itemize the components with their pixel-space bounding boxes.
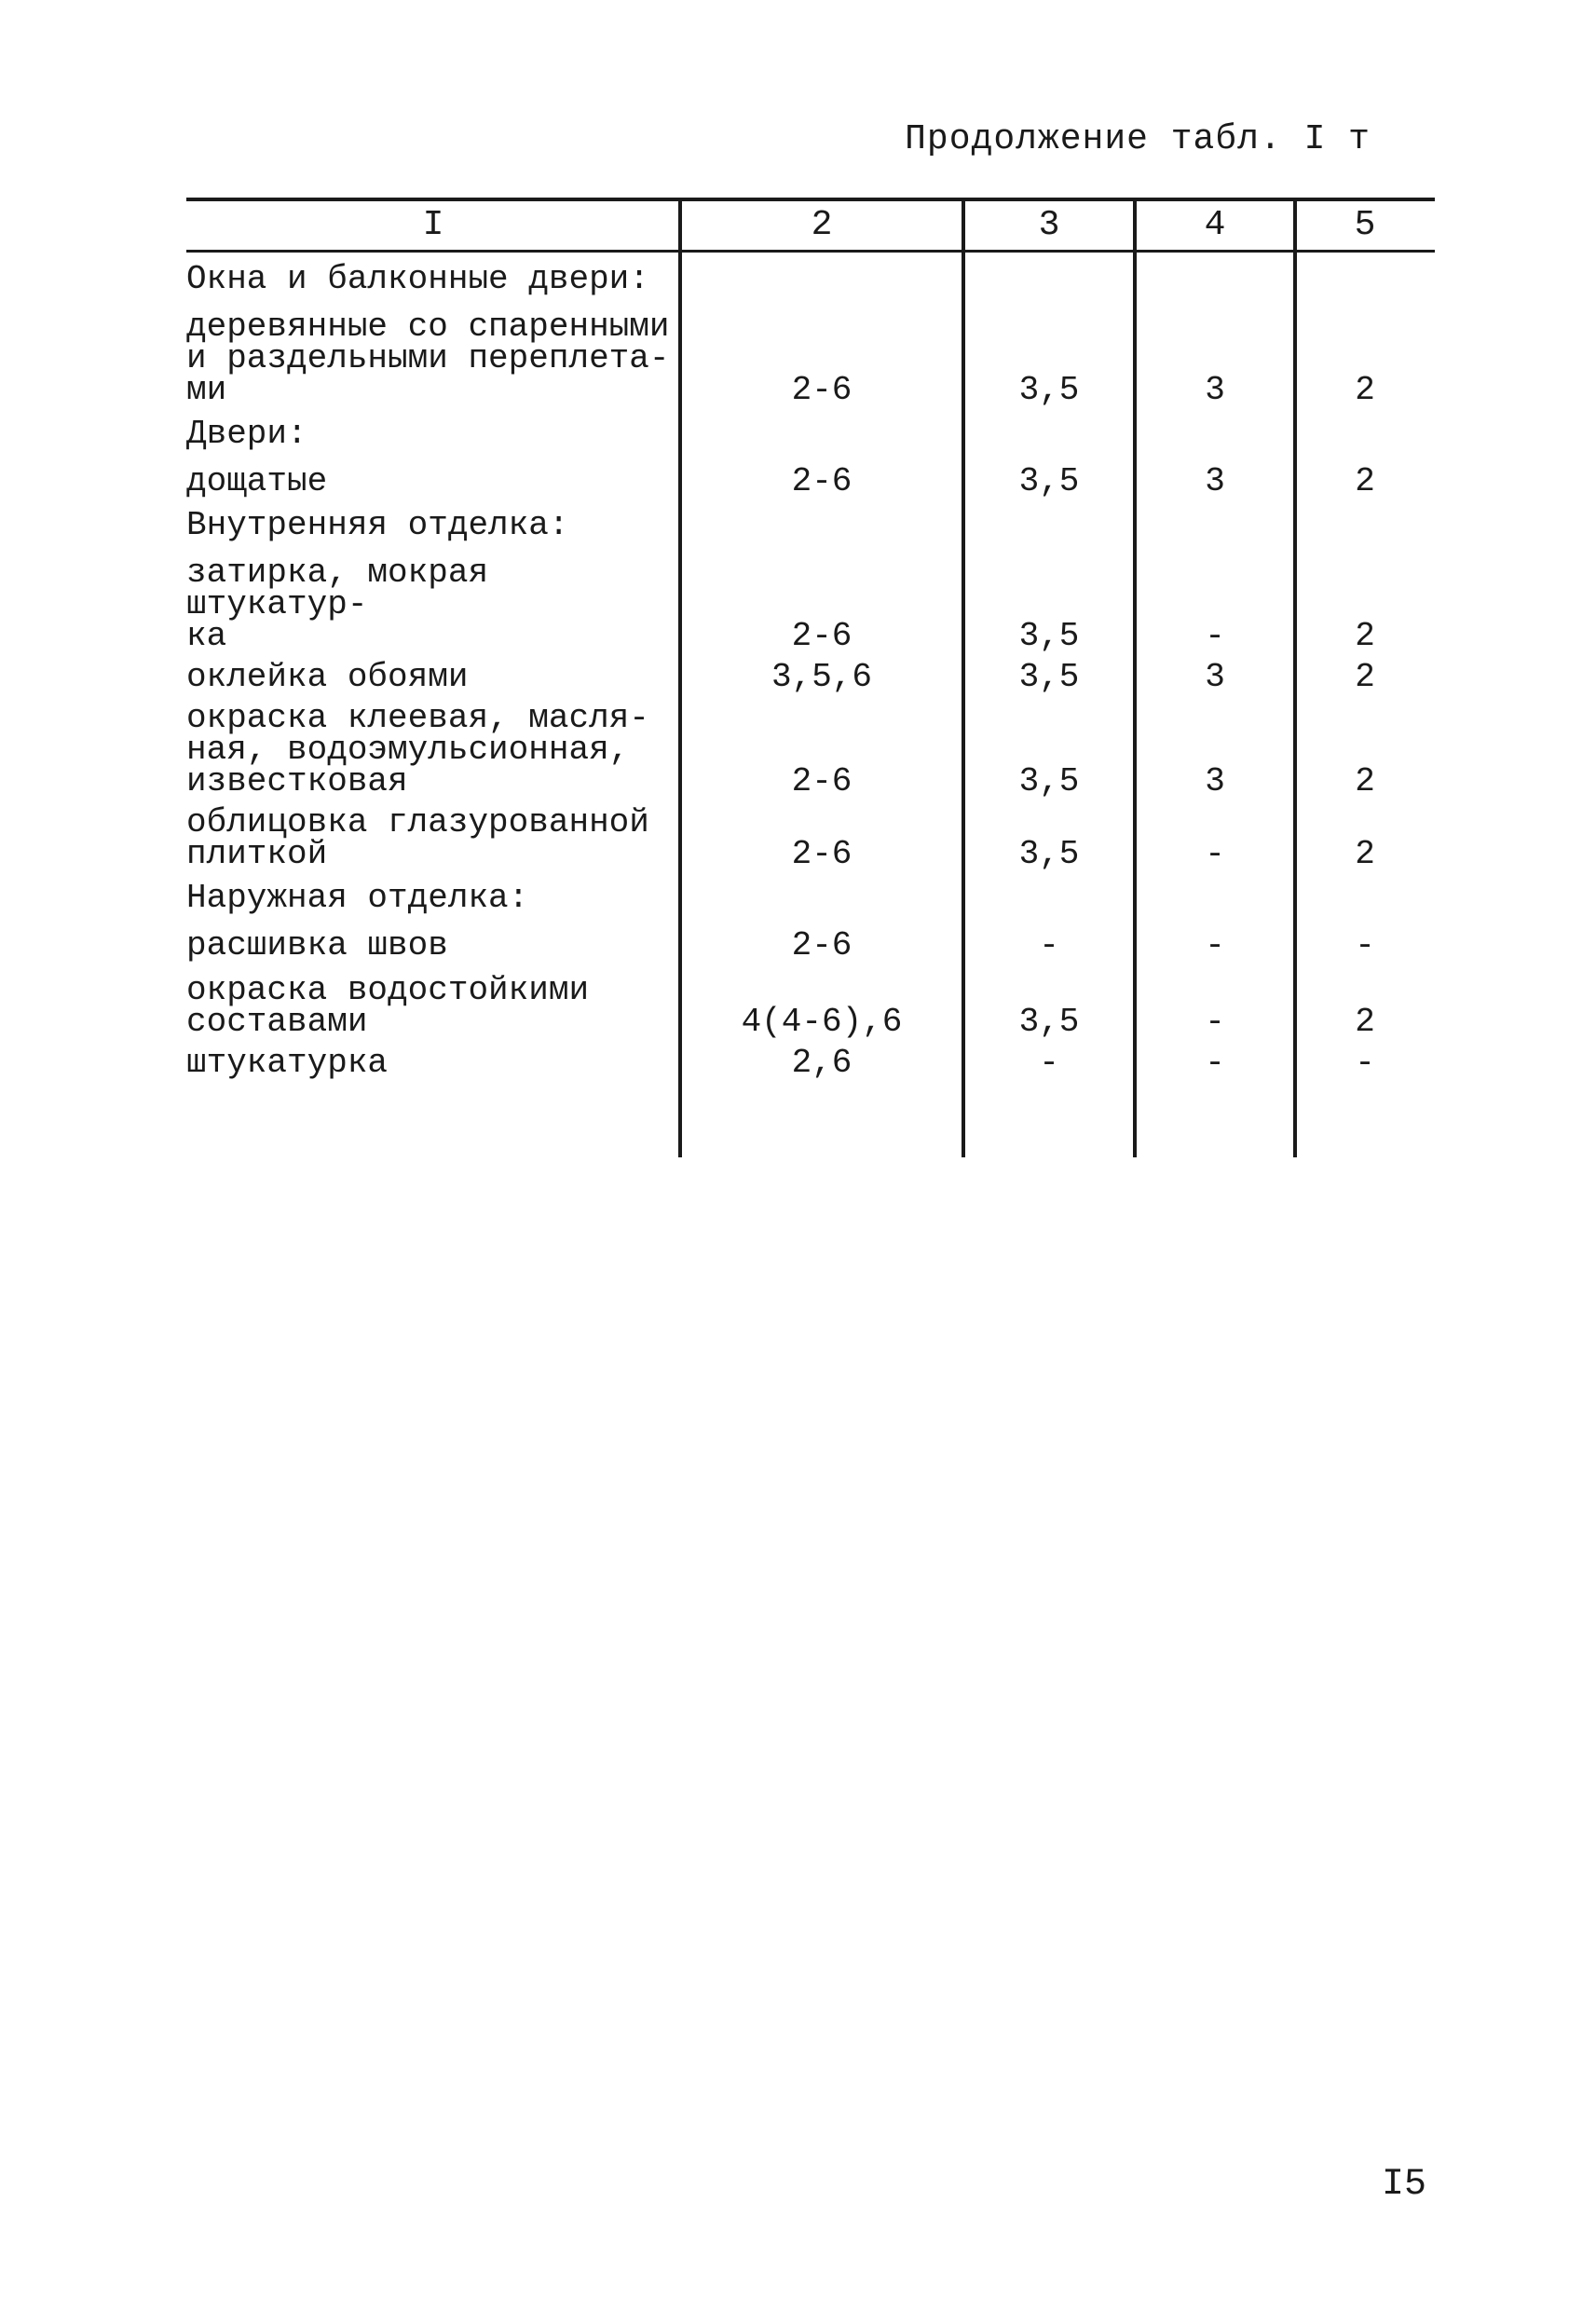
cell-col-4: - (1205, 1003, 1225, 1041)
table-header-row (186, 203, 1435, 248)
cell-col-3: 3,5 (1018, 835, 1080, 873)
cell-col-3: 3,5 (1018, 762, 1080, 800)
column-header-4: 4 (1204, 205, 1226, 245)
row-label: Окна и балконные двери: (186, 260, 649, 298)
cell-col-5: 2 (1355, 617, 1375, 655)
cell-col-5: 2 (1355, 462, 1375, 500)
cell-col-4: 3 (1205, 658, 1225, 696)
table-row (186, 658, 1435, 696)
column-header-3: 3 (1038, 205, 1060, 245)
table-row (186, 308, 1435, 409)
cell-col-2: 3,5,6 (771, 658, 873, 696)
table-continuation-caption: Продолжение табл. I т (905, 119, 1371, 159)
table-row (186, 1044, 1435, 1082)
row-label: окраска клеевая, масля- ная, водоэмульсионная, известковая (186, 699, 649, 800)
cell-col-2: 2-6 (791, 762, 853, 800)
cell-col-5: 2 (1355, 658, 1375, 696)
column-header-1: I (422, 205, 444, 245)
cell-col-2: 2-6 (791, 926, 853, 964)
row-label: дощатые (186, 462, 328, 500)
cell-col-3: 3,5 (1018, 371, 1080, 409)
cell-col-2: 2,6 (791, 1044, 853, 1082)
cell-col-3: 3,5 (1018, 1003, 1080, 1041)
row-label: облицовка глазурованной плиткой (186, 803, 649, 873)
cell-col-4: - (1205, 835, 1225, 873)
cell-col-2: 2-6 (791, 835, 853, 873)
cell-col-2: 2-6 (791, 462, 853, 500)
table-row (186, 554, 1435, 655)
cell-col-3: 3,5 (1018, 617, 1080, 655)
cell-col-3: 3,5 (1018, 462, 1080, 500)
column-header-2: 2 (811, 205, 833, 245)
table-row (186, 416, 1435, 453)
cell-col-5: - (1355, 1044, 1375, 1082)
table-row (186, 971, 1435, 1041)
row-label: штукатурка (186, 1044, 389, 1082)
cell-col-3: - (1039, 926, 1059, 964)
data-table (186, 198, 1435, 1157)
table-row (186, 261, 1435, 298)
table-body (186, 260, 1435, 1082)
cell-col-4: - (1205, 926, 1225, 964)
cell-col-5: 2 (1355, 1003, 1375, 1041)
row-label: окраска водостойкими составами (186, 971, 590, 1041)
table-row (186, 507, 1435, 544)
cell-col-4: - (1205, 617, 1225, 655)
cell-col-3: - (1039, 1044, 1059, 1082)
cell-col-5: 2 (1355, 835, 1375, 873)
cell-col-5: - (1355, 926, 1375, 964)
row-label: расшивка швов (186, 926, 448, 964)
cell-col-5: 2 (1355, 762, 1375, 800)
cell-col-2: 2-6 (791, 617, 853, 655)
row-label: Двери: (186, 415, 307, 453)
cell-col-4: 3 (1205, 762, 1225, 800)
cell-col-2: 4(4-6),6 (741, 1003, 903, 1041)
row-label: Наружная отделка: (186, 879, 529, 917)
cell-col-3: 3,5 (1018, 658, 1080, 696)
cell-col-4: - (1205, 1044, 1225, 1082)
column-header-5: 5 (1354, 205, 1376, 245)
row-label: затирка, мокрая штукатур- ка (186, 554, 489, 655)
row-label: Внутренняя отделка: (186, 506, 569, 544)
table-row (186, 803, 1435, 873)
table-top-rule (186, 198, 1435, 201)
table-row (186, 926, 1435, 964)
cell-col-4: 3 (1205, 371, 1225, 409)
cell-col-5: 2 (1355, 371, 1375, 409)
cell-col-2: 2-6 (791, 371, 853, 409)
cell-col-4: 3 (1205, 462, 1225, 500)
table-row (186, 699, 1435, 800)
table-header-rule (186, 250, 1435, 253)
table-row (186, 880, 1435, 917)
page-number: I5 (1381, 2164, 1426, 2206)
row-label: оклейка обоями (186, 658, 469, 696)
table-row (186, 462, 1435, 500)
row-label: деревянные со спаренными и раздельными переплета- ми (186, 308, 670, 409)
